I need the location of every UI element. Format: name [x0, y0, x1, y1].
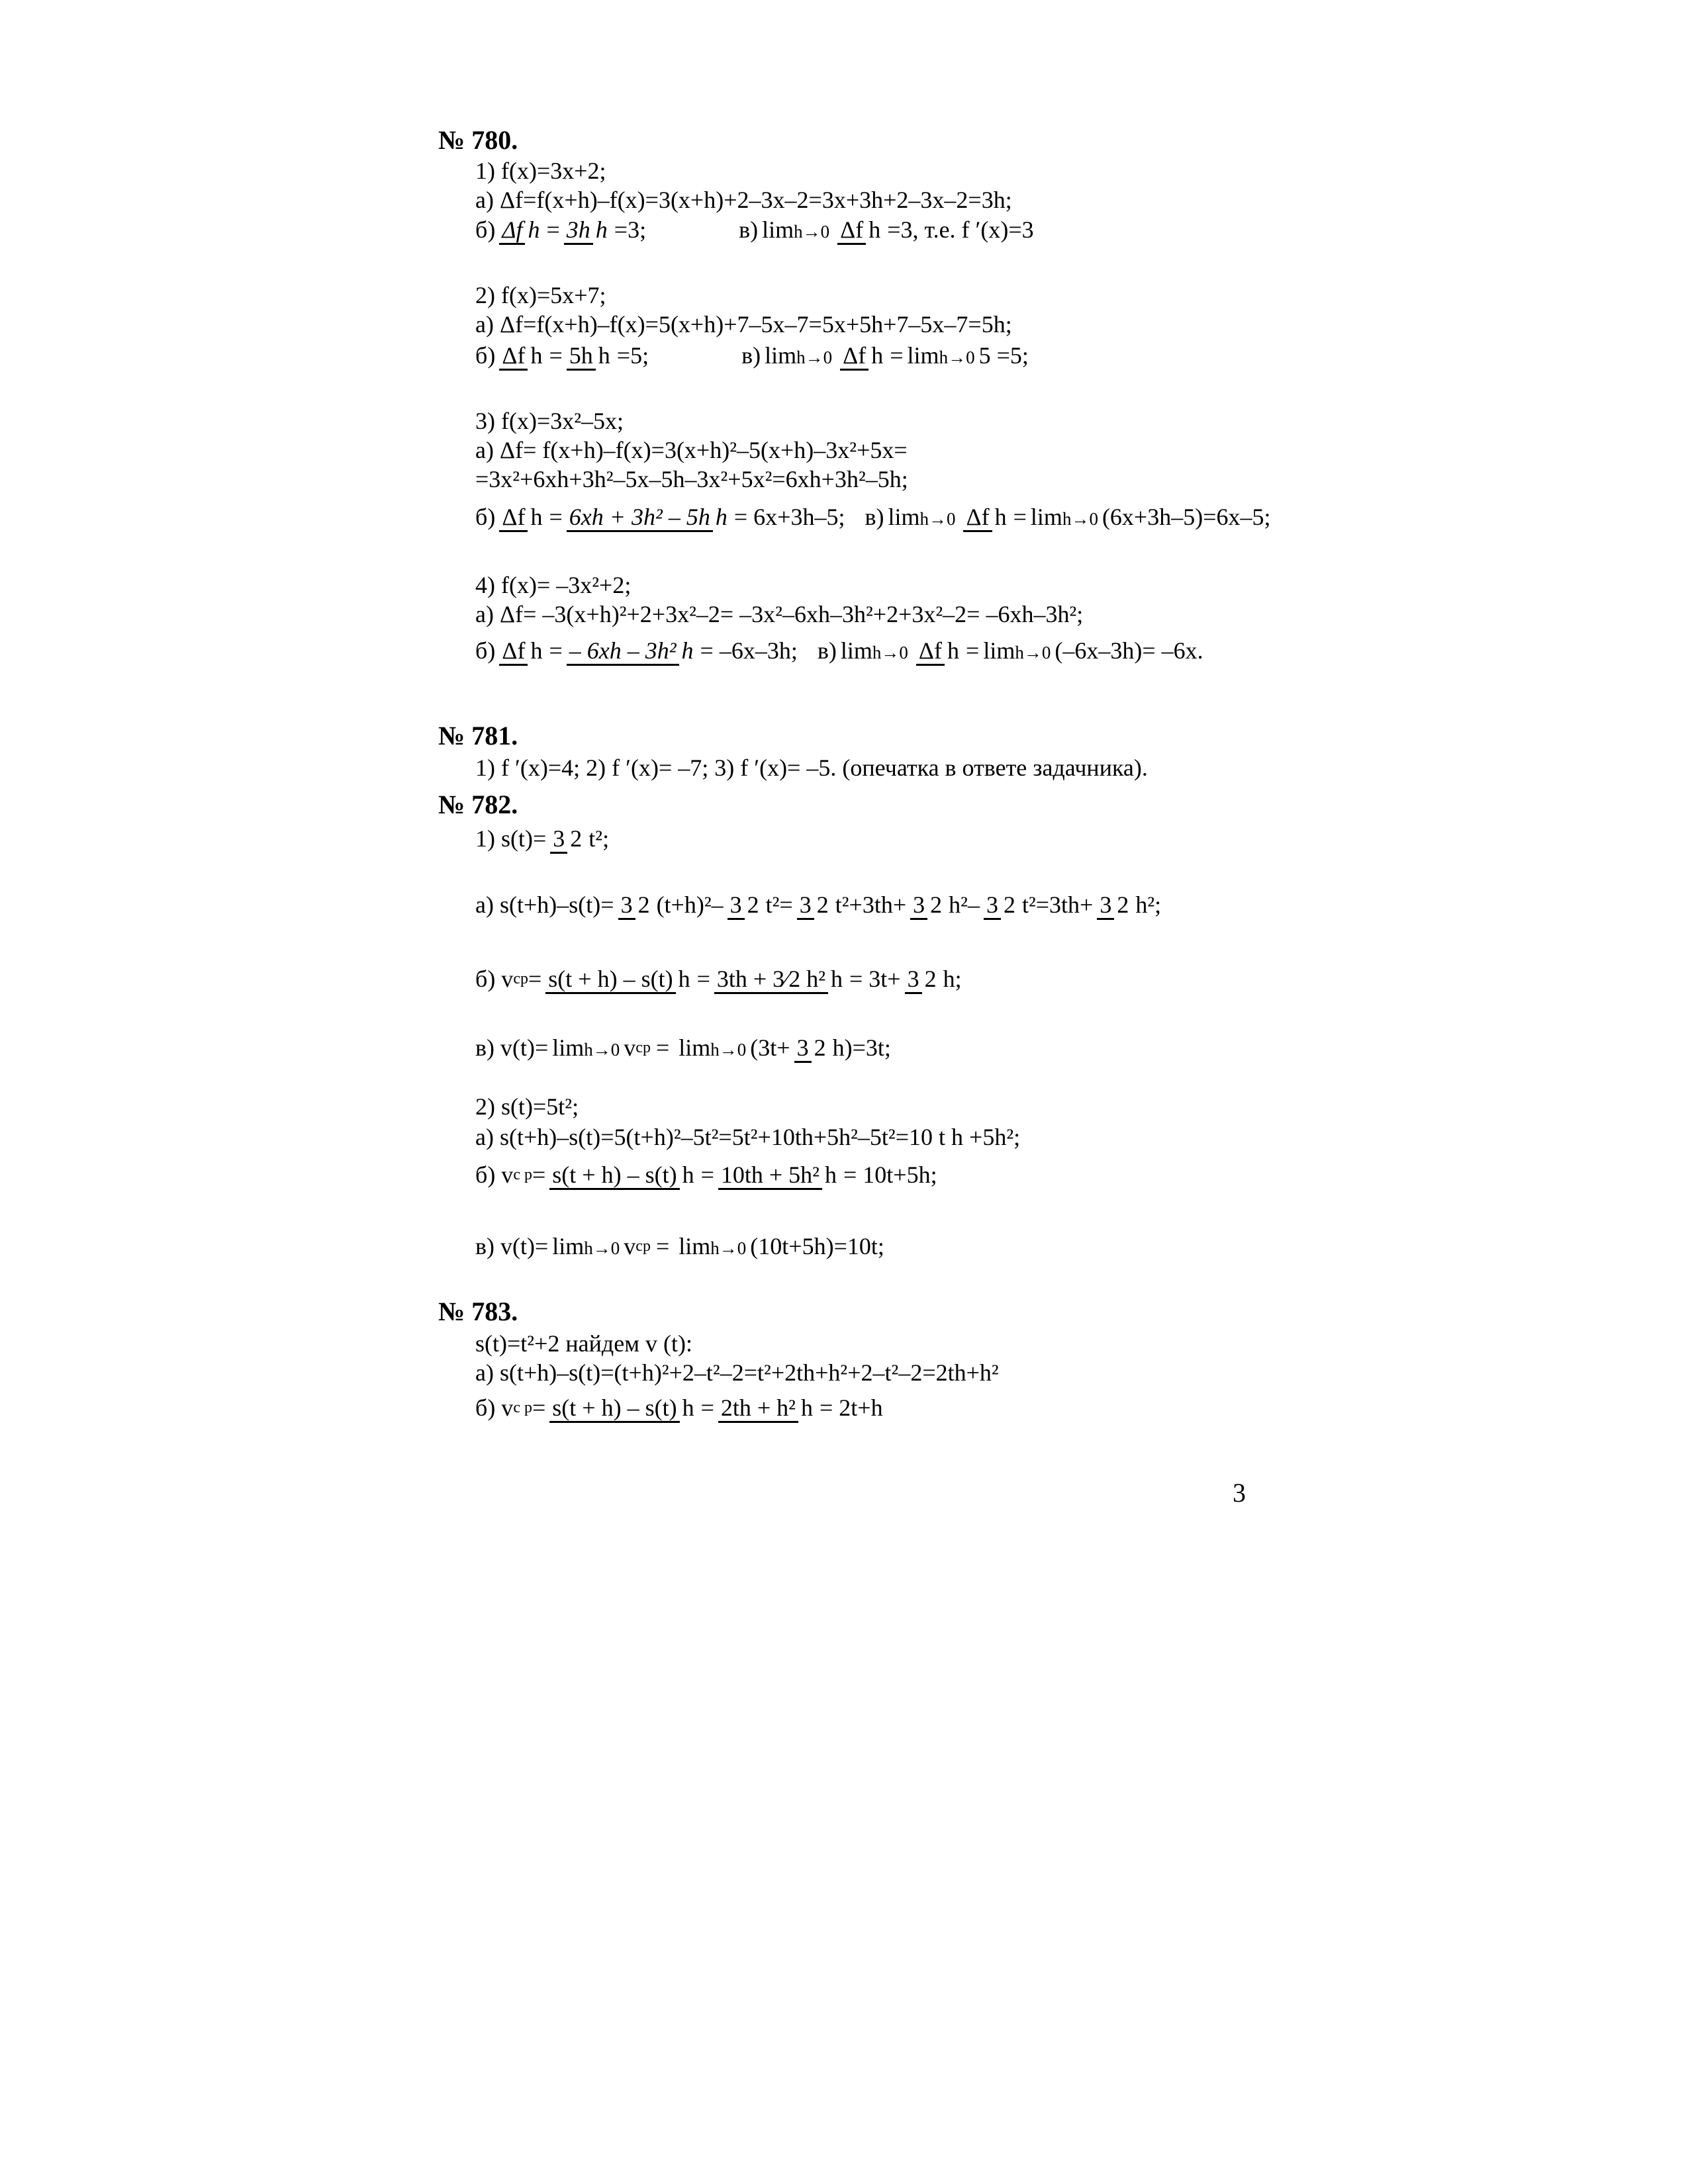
fraction: 3 2: [794, 1034, 829, 1062]
p780-part1-a: а) Δf=f(x+h)–f(x)=3(x+h)+2–3x–2=3x+3h+2–3x–2=3h;: [475, 187, 1012, 213]
p780-part3-a-line2: =3x²+6xh+3h²–5x–5h–3x²+5x²=6xh+3h²–5h;: [475, 466, 908, 492]
p782-part2-function: 2) s(t)=5t²;: [475, 1093, 579, 1120]
p783-intro: s(t)=t²+2 найдем v (t):: [475, 1330, 692, 1357]
p782-part2-a: а) s(t+h)–s(t)=5(t+h)²–5t²=5t²+10th+5h²–5t²=10 t h +5h²;: [475, 1124, 1021, 1150]
fraction: Δf h: [499, 341, 545, 369]
fraction: 3 2: [910, 891, 945, 919]
p780-part2-function: 2) f(x)=5x+7;: [475, 282, 606, 308]
fraction: Δf h: [837, 216, 883, 244]
problem-780-title: № 780.: [438, 125, 518, 155]
limit: limh→0: [679, 1233, 747, 1259]
fraction: 3 2: [905, 965, 939, 993]
fraction: 3h h: [564, 216, 610, 244]
problem-781-title: № 781.: [438, 721, 518, 751]
p782-part2-v: в) v(t)= limh→0 v ср = limh→0 (10t+5h)=10t;: [475, 1233, 884, 1259]
p783-b: б) v c p = s(t + h) – s(t) h = 2th + h² h = 2t+h: [475, 1394, 883, 1422]
fraction: 3 2: [984, 891, 1018, 919]
limit: limh→0: [840, 637, 908, 664]
fraction: Δf h: [499, 216, 542, 244]
fraction: Δf h: [840, 341, 886, 369]
p782-part1-v: в) v(t)= limh→0 v ср = limh→0 (3t+ 3 2 h)=3t;: [475, 1034, 891, 1062]
limit: limh→0: [907, 342, 975, 369]
fraction: 3 2: [727, 891, 762, 919]
p780-part4-b-v: б) Δf h = – 6xh – 3h² h = –6x–3h; в) limh→0 Δf h = limh→0 (–6x–3h)= –6x.: [475, 637, 1203, 664]
fraction: – 6xh – 3h² h: [567, 637, 696, 664]
fraction: 3 2: [797, 891, 831, 919]
p780-part4-a: а) Δf= –3(x+h)²+2+3x²–2= –3x²–6xh–3h²+2+3x²–2= –6xh–3h²;: [475, 601, 1084, 627]
fraction: 3 2: [618, 891, 653, 919]
p782-part1-function: 1) s(t)= 3 2 t²;: [475, 825, 609, 852]
problem-782-title: № 782.: [438, 790, 518, 819]
limit: limh→0: [762, 216, 830, 243]
p780-part1-function: 1) f(x)=3x+2;: [475, 158, 606, 184]
limit: limh→0: [679, 1034, 747, 1061]
fraction: s(t + h) – s(t) h: [549, 1394, 696, 1422]
p780-part3-function: 3) f(x)=3x²–5x;: [475, 408, 624, 434]
p780-part2-a: а) Δf=f(x+h)–f(x)=5(x+h)+7–5x–7=5x+5h+7–5x–7=5h;: [475, 311, 1012, 338]
fraction: 5h h: [567, 341, 613, 369]
fraction: Δf h: [499, 637, 545, 664]
problem-783-title: № 783.: [438, 1297, 518, 1326]
fraction: s(t + h) – s(t) h: [549, 1161, 696, 1189]
limit: limh→0: [765, 342, 833, 369]
p782-part2-b: б) v c p = s(t + h) – s(t) h = 10th + 5h² h = 10t+5h;: [475, 1161, 937, 1189]
p780-part1-b-v: б) Δf h = 3h h =3; в) limh→0 Δf h =3, т.е. f ′(x)=3: [475, 216, 1034, 244]
fraction: 3 2: [1097, 891, 1131, 919]
p780-part2-b-v: б) Δf h = 5h h =5; в) limh→0 Δf h = limh→0 5 =5;: [475, 341, 1029, 369]
page-number: 3: [1233, 1478, 1246, 1508]
p783-a: а) s(t+h)–s(t)=(t+h)²+2–t²–2=t²+2th+h²+2–t²–2=2th+h²: [475, 1359, 999, 1386]
p781-answers: 1) f ′(x)=4; 2) f ′(x)= –7; 3) f ′(x)= –5. (опечатка в ответе задачника).: [475, 754, 1148, 781]
p780-part3-b-v: б) Δf h = 6xh + 3h² – 5h h = 6x+3h–5; в) limh→0 Δf h = limh→0 (6x+3h–5)=6x–5;: [475, 503, 1271, 531]
p780-part4-function: 4) f(x)= –3x²+2;: [475, 572, 632, 598]
fraction: 2th + h² h: [718, 1394, 816, 1422]
p780-part3-a-line1: а) Δf= f(x+h)–f(x)=3(x+h)²–5(x+h)–3x²+5x=: [475, 437, 908, 463]
limit: limh→0: [888, 504, 956, 530]
fraction: 3 2: [550, 825, 585, 852]
p782-part1-b: б) v ср = s(t + h) – s(t) h = 3th + 3⁄2 h² h = 3t+ 3 2 h;: [475, 965, 962, 993]
fraction: s(t + h) – s(t) h: [545, 965, 692, 993]
limit: limh→0: [552, 1034, 620, 1061]
fraction: Δf h: [499, 503, 545, 531]
limit: limh→0: [1030, 504, 1098, 530]
fraction: 6xh + 3h² – 5h h: [567, 503, 730, 531]
p782-part1-a: а) s(t+h)–s(t)= 3 2 (t+h)²– 3 2 t²= 3 2 t²+3th+ 3 2 h²– 3 2 t²=3th+ 3 2 h²;: [475, 891, 1161, 919]
limit: limh→0: [552, 1233, 620, 1259]
fraction: Δf h: [916, 637, 962, 664]
fraction: 10th + 5h² h: [718, 1161, 839, 1189]
fraction: 3th + 3⁄2 h² h: [714, 965, 845, 993]
fraction: Δf h: [963, 503, 1009, 531]
limit: limh→0: [983, 637, 1051, 664]
